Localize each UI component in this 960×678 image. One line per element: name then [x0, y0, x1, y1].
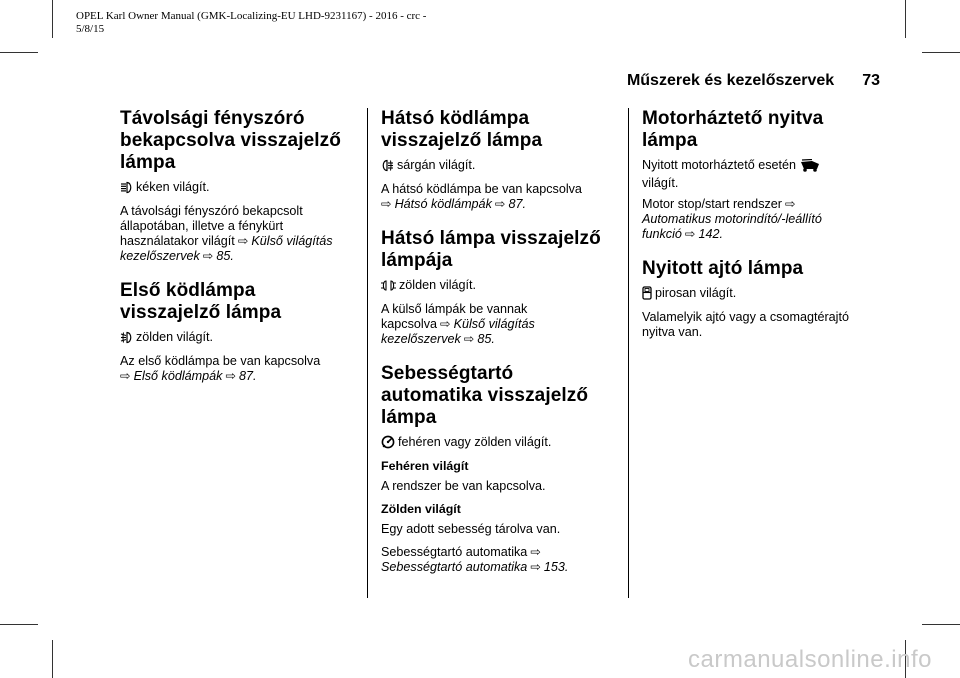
- reference-page: 87: [508, 197, 523, 211]
- section-heading: Távolsági fényszóró bekapcsolva visszajelző lámpa: [120, 108, 341, 173]
- section-high-beam: [120, 108, 352, 264]
- arrow-icon: ⇨: [202, 249, 214, 263]
- reference-page: 142: [698, 227, 720, 241]
- arrow-icon: ⇨: [225, 369, 237, 383]
- reference-page: 87: [239, 369, 254, 383]
- cross-reference[interactable]: Külső világítás kezelőszervek ⇨ 85.: [381, 317, 535, 346]
- subheading: Zölden világít: [381, 502, 461, 516]
- section-heading: Nyitott ajtó lámpa: [642, 258, 804, 279]
- page-number: 73: [862, 72, 880, 89]
- subheading: Fehéren világít: [381, 459, 469, 473]
- crop-mark: [52, 640, 53, 678]
- arrow-icon: ⇨: [530, 545, 541, 559]
- section-title: Műszerek és kezelőszervek: [626, 72, 835, 89]
- crop-mark: [922, 624, 960, 625]
- status-text: fehéren vagy zölden világít.: [398, 435, 552, 449]
- status-line: [381, 435, 613, 453]
- body-text: Valamelyik ajtó vagy a csomagtérajtó nyitva van.: [642, 310, 849, 339]
- status-text: sárgán világít.: [397, 158, 476, 172]
- section-heading: Első ködlámpa visszajelző lámpa: [120, 280, 282, 323]
- section-heading: Hátsó lámpa visszajelző lámpája: [381, 228, 601, 271]
- body-text: Egy adott sebesség tárolva van.: [381, 522, 561, 536]
- column-2: [381, 108, 613, 583]
- section-front-fog: [120, 280, 352, 384]
- section-heading: Sebességtartó automatika visszajelző lámpa: [381, 363, 589, 428]
- body-sentence: Motor stop/start rendszer: [642, 197, 782, 211]
- arrow-icon: ⇨: [381, 197, 392, 211]
- column-1: [120, 108, 352, 392]
- status-text: Nyitott motorháztető esetén: [642, 158, 797, 172]
- arrow-icon: ⇨: [494, 197, 506, 211]
- reference-title: Automatikus motorindító/-leállító funkció: [642, 212, 822, 241]
- print-meta-date: 5/8/15: [76, 23, 105, 35]
- arrow-icon: ⇨: [784, 197, 796, 211]
- reference-title: Első ködlámpák: [133, 369, 223, 383]
- reference-title: Hátsó ködlámpák: [394, 197, 492, 211]
- section-heading: Motorháztető nyitva lámpa: [642, 108, 824, 151]
- arrow-icon: ⇨: [237, 234, 249, 248]
- status-line: [642, 286, 874, 304]
- reference-page: 85: [216, 249, 231, 263]
- body-sentence: A hátsó ködlámpa be van kapcsolva: [381, 182, 582, 196]
- body-text: [642, 197, 874, 242]
- crop-mark: [52, 0, 53, 38]
- reference-title: Külső világítás kezelőszervek: [381, 317, 535, 346]
- high-beam-icon: [120, 181, 133, 198]
- body-sentence: Sebességtartó automatika: [381, 545, 528, 559]
- arrow-icon: ⇨: [684, 227, 696, 241]
- body-text: [381, 545, 613, 575]
- door-open-icon: [642, 286, 652, 304]
- status-line: [381, 158, 613, 176]
- cross-reference[interactable]: Automatikus motorindító/-leállító funkció ⇨ 142.: [642, 212, 822, 241]
- tail-lamp-icon: [381, 279, 396, 296]
- section-door-open: [642, 258, 874, 340]
- rear-fog-icon: [381, 159, 394, 176]
- column-3: [642, 108, 874, 348]
- section-tail-lamp: [381, 228, 613, 347]
- crop-mark: [0, 52, 38, 53]
- arrow-icon: ⇨: [530, 560, 541, 574]
- cross-reference[interactable]: Első ködlámpák ⇨ 87.: [133, 369, 257, 383]
- status-line: [381, 278, 613, 296]
- body-text: A rendszer be van kapcsolva.: [381, 479, 546, 493]
- body-text: [120, 354, 352, 384]
- arrow-icon: ⇨: [440, 317, 451, 331]
- body-sentence: Az első ködlámpa be van kapcsolva: [120, 354, 321, 368]
- cross-reference[interactable]: Külső világítás kezelőszervek ⇨ 85.: [120, 234, 333, 263]
- body-text: [381, 302, 613, 347]
- reference-page: 85: [477, 332, 492, 346]
- cross-reference[interactable]: Sebességtartó automatika ⇨ 153.: [381, 560, 569, 574]
- status-line: [120, 180, 352, 198]
- watermark: carmanualsonline.info: [688, 646, 932, 673]
- status-text: zölden világít.: [399, 278, 477, 292]
- status-line: [642, 158, 874, 191]
- reference-title: Sebességtartó automatika: [381, 560, 528, 574]
- status-text: zölden világít.: [136, 330, 214, 344]
- front-fog-icon: [120, 331, 133, 348]
- crop-mark: [905, 0, 906, 38]
- section-heading: Hátsó ködlámpa visszajelző lámpa: [381, 108, 543, 151]
- arrow-icon: ⇨: [463, 332, 475, 346]
- body-text: [381, 182, 613, 212]
- bonnet-open-icon: [800, 159, 820, 176]
- body-sentence: A külső lámpák be vannak kapcsolva: [381, 302, 528, 331]
- body-text: [120, 204, 352, 264]
- section-bonnet-open: [642, 108, 874, 242]
- status-text: pirosan világít.: [655, 286, 737, 300]
- cross-reference[interactable]: Hátsó ködlámpák ⇨ 87.: [394, 197, 526, 211]
- cruise-control-icon: [381, 435, 395, 453]
- section-cruise-control: [381, 363, 613, 575]
- body-sentence: A távolsági fényszóró bekapcsolt állapotában, illetve a fénykürt használatakor világít: [120, 204, 303, 248]
- column-divider: [628, 108, 629, 598]
- print-meta-line: OPEL Karl Owner Manual (GMK-Localizing-EU LHD-9231167) - 2016 - crc -: [76, 10, 427, 22]
- crop-mark: [0, 624, 38, 625]
- arrow-icon: ⇨: [120, 369, 131, 383]
- status-text: világít.: [642, 176, 679, 190]
- print-meta: [76, 10, 426, 36]
- status-line: [120, 330, 352, 348]
- crop-mark: [922, 52, 960, 53]
- reference-page: 153: [543, 560, 565, 574]
- column-divider: [367, 108, 368, 598]
- running-header: [627, 72, 880, 90]
- status-text: kéken világít.: [136, 180, 210, 194]
- reference-title: Külső világítás kezelőszervek: [120, 234, 333, 263]
- section-rear-fog: [381, 108, 613, 212]
